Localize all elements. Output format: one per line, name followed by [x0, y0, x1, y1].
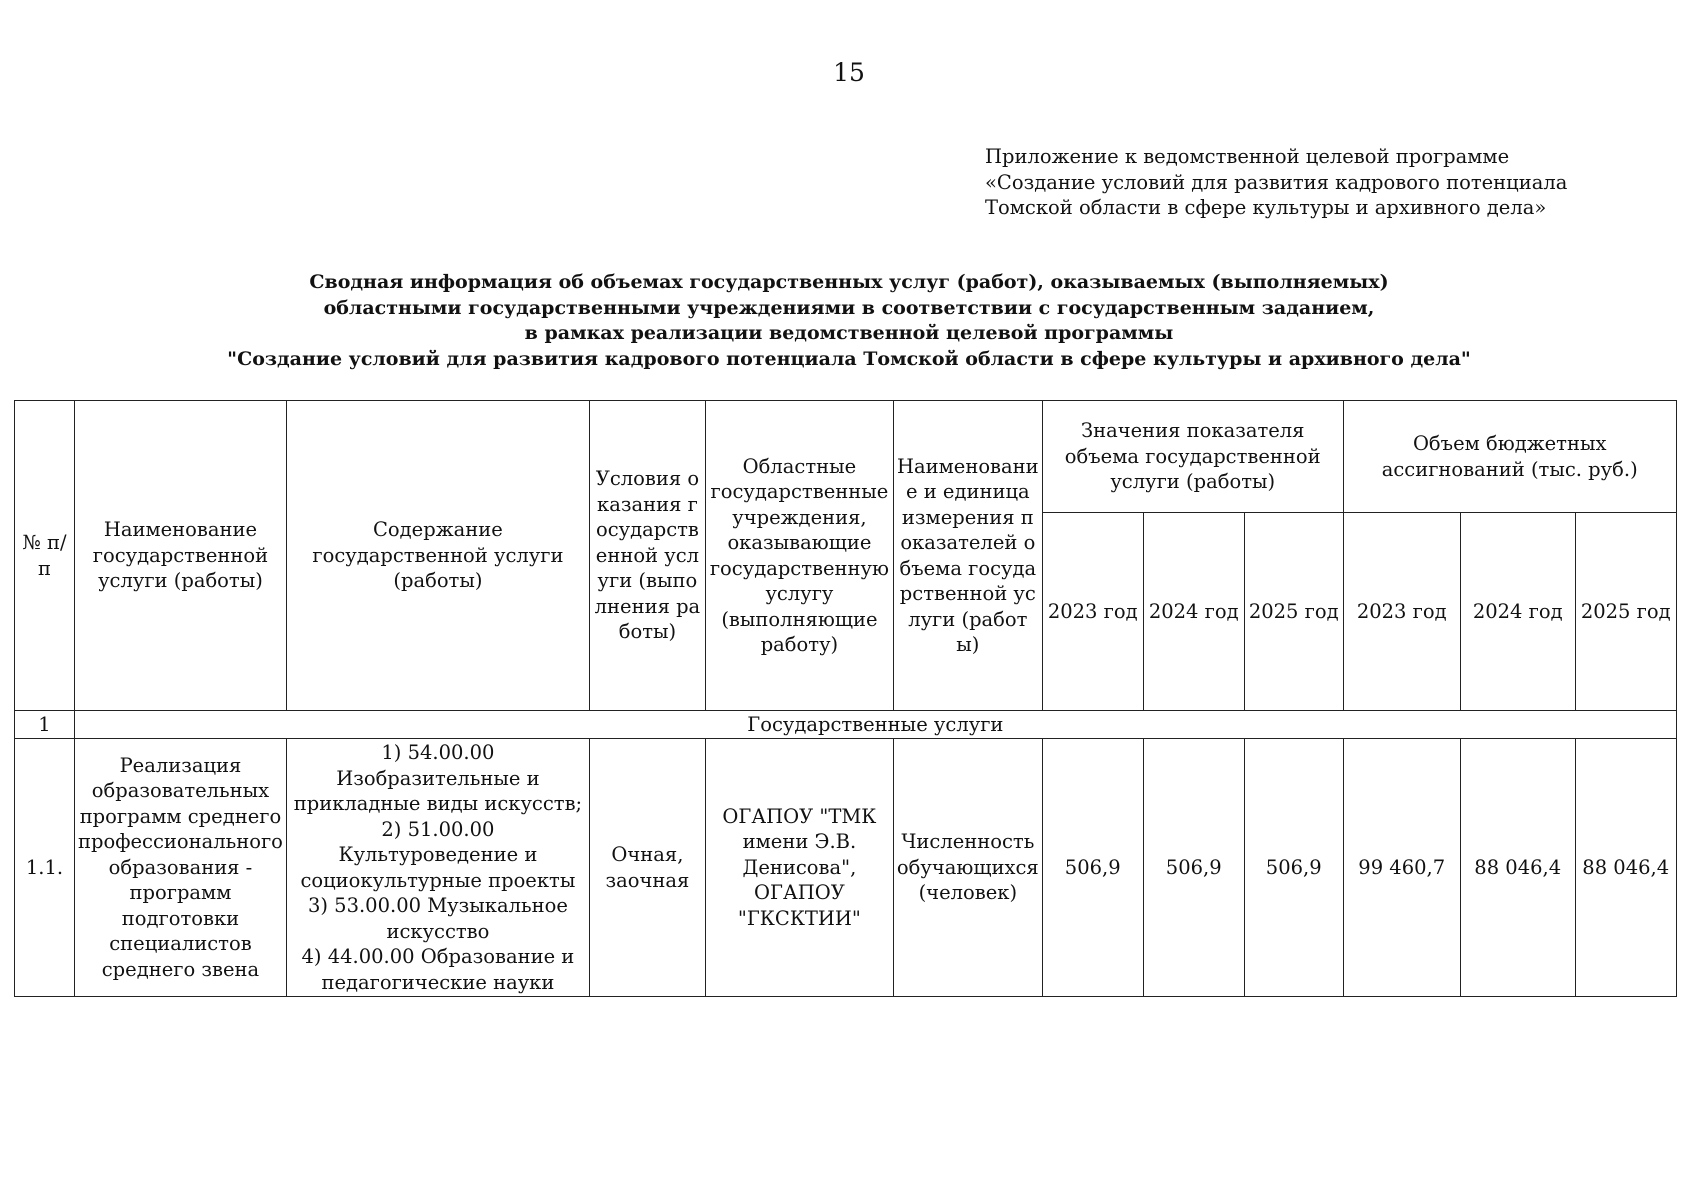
- row-conditions: Очная, заочная: [589, 739, 705, 997]
- row-vol-2024: 506,9: [1143, 739, 1244, 997]
- section-num: 1: [15, 711, 75, 739]
- header-bud-2024: 2024 год: [1460, 513, 1575, 711]
- header-indicator: Наименование и единица измерения показателей объема государственной услуги (работы): [893, 401, 1042, 711]
- appendix-note: [985, 144, 1567, 221]
- row-bud-2025: 88 046,4: [1575, 739, 1676, 997]
- header-num: № п/п: [15, 401, 75, 711]
- row-indicator: Численность обучающихся (человек): [893, 739, 1042, 997]
- content-item: 1) 54.00.00 Изобразительные и прикладные виды искусств;: [293, 741, 583, 815]
- title-line: в рамках реализации ведомственной целевой программы: [524, 322, 1174, 344]
- header-service-content: Содержание государственной услуги (работы): [286, 401, 589, 711]
- services-table: [14, 400, 1677, 997]
- header-bud-2023: 2023 год: [1343, 513, 1460, 711]
- section-label: Государственные услуги: [75, 711, 1677, 739]
- page-number: 15: [833, 58, 865, 87]
- header-conditions: Условия оказания государственной услуги (выполнения работы): [589, 401, 705, 711]
- appendix-line: Приложение к ведомственной целевой программе: [985, 145, 1510, 168]
- header-volume-group: Значения показателя объема государственной услуги (работы): [1042, 401, 1343, 513]
- title-line: Сводная информация об объемах государственных услуг (работ), оказываемых (выполняемых): [309, 271, 1389, 293]
- section-row: [15, 711, 1677, 739]
- content-item: 3) 53.00.00 Музыкальное искусство: [307, 894, 568, 943]
- row-service-name: Реализация образовательных программ среднего профессионального образования - программ подготовки специалистов среднего звена: [75, 739, 287, 997]
- appendix-line: Томской области в сфере культуры и архивного дела»: [985, 196, 1547, 219]
- header-service-name: Наименование государственной услуги (работы): [75, 401, 287, 711]
- row-vol-2023: 506,9: [1042, 739, 1143, 997]
- row-bud-2023: 99 460,7: [1343, 739, 1460, 997]
- title-line: "Создание условий для развития кадрового потенциала Томской области в сфере культуры и архивного дела": [227, 347, 1471, 370]
- header-row: [15, 401, 1677, 513]
- row-num: 1.1.: [15, 739, 75, 997]
- content-item: 2) 51.00.00 Культуроведение и социокультурные проекты: [300, 817, 576, 892]
- header-budget-group: Объем бюджетных ассигнований (тыс. руб.): [1343, 401, 1676, 513]
- table-row: [15, 739, 1677, 997]
- appendix-line: «Создание условий для развития кадрового потенциала: [985, 170, 1568, 194]
- content-item: 4) 44.00.00 Образование и педагогические науки: [301, 945, 575, 994]
- row-service-content: [286, 739, 589, 997]
- header-bud-2025: 2025 год: [1575, 513, 1676, 711]
- document-title: [0, 270, 1698, 372]
- row-bud-2024: 88 046,4: [1460, 739, 1575, 997]
- header-vol-2024: 2024 год: [1143, 513, 1244, 711]
- header-vol-2025: 2025 год: [1244, 513, 1343, 711]
- row-vol-2025: 506,9: [1244, 739, 1343, 997]
- title-line: областными государственными учреждениями в соответствии с государственным заданием,: [323, 296, 1375, 319]
- header-institutions: Областные государственные учреждения, оказывающие государственную услугу (выполняющие работу): [705, 401, 893, 711]
- row-institutions: ОГАПОУ "ТМК имени Э.В. Денисова", ОГАПОУ "ГКСКТИИ": [705, 739, 893, 997]
- header-vol-2023: 2023 год: [1042, 513, 1143, 711]
